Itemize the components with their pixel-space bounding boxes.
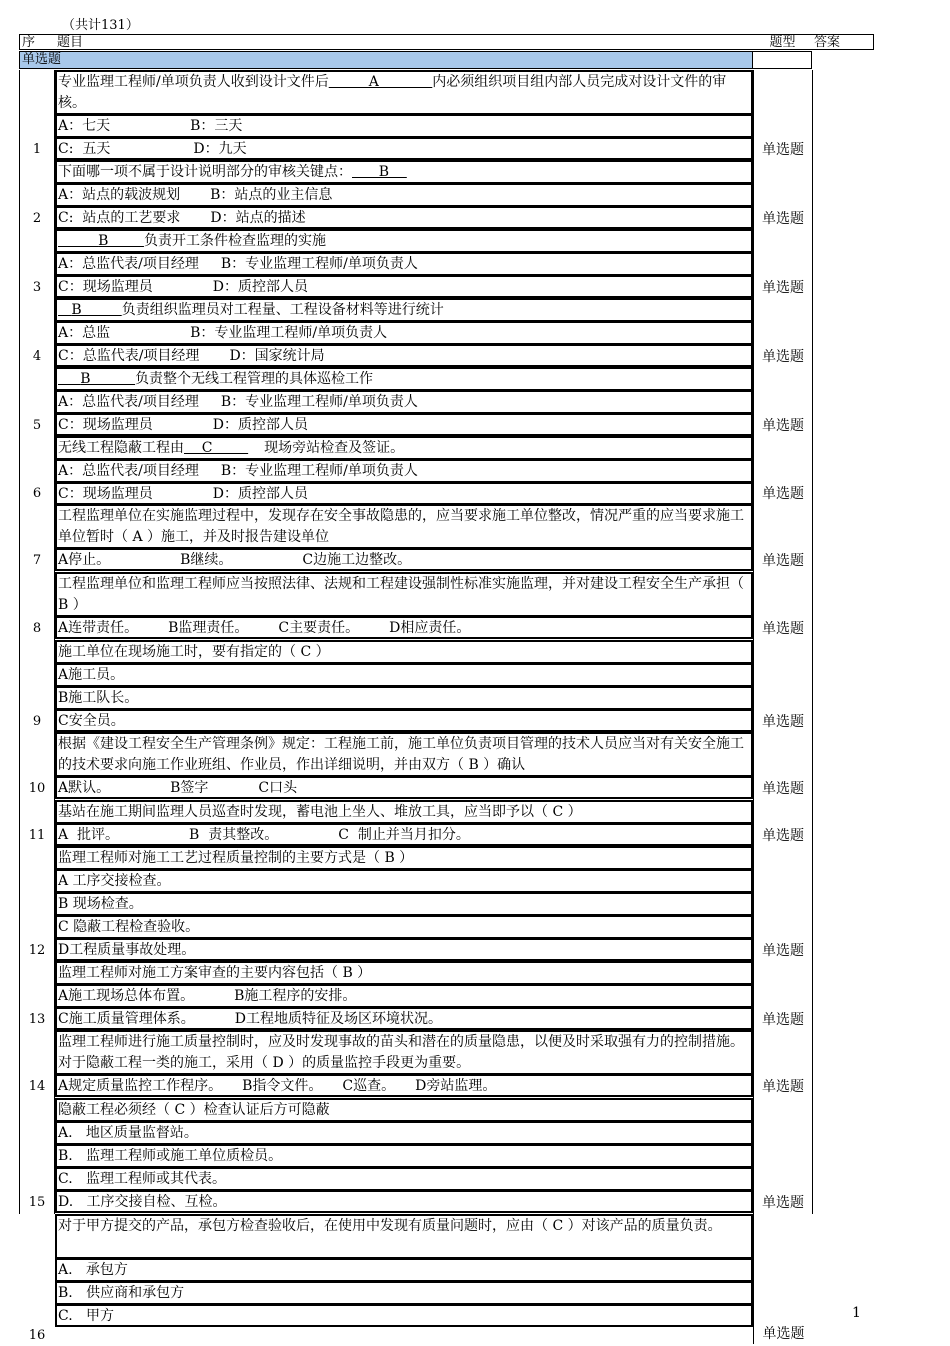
text-segment: B：站点的业主信息 <box>210 187 333 203</box>
col-header-type: 题型 <box>753 34 813 50</box>
question-stem <box>55 160 753 184</box>
text-segment: 下面哪一项不属于设计说明部分的审核关键点： <box>58 164 352 180</box>
question-type: 单选题 <box>753 732 813 800</box>
question-stem <box>55 367 753 391</box>
answer-blank: B <box>58 302 122 318</box>
text-segment: B：专业监理工程师/单项负责人 <box>220 463 418 479</box>
text-segment: A施工现场总体布置。 <box>58 988 195 1004</box>
question-option <box>55 1167 753 1191</box>
text-segment: 工程监理单位在实施监理过程中，发现存在安全事故隐患的，应当要求施工单位整改，情况严重的应当要求施工单位暂时（ A ）施工，并及时报告建设单位 <box>58 508 744 545</box>
section-single-choice: 单选题 <box>19 51 753 69</box>
text-segment: A施工员。 <box>58 667 125 683</box>
text-segment: 现场旁站检查及签证。 <box>264 440 405 456</box>
question-option <box>55 344 753 367</box>
total-count: （共计131） <box>62 18 139 33</box>
question-type: 单选题 <box>753 1098 813 1214</box>
answer-blank: B <box>58 233 144 249</box>
question-stem <box>55 436 753 460</box>
question-number: 15 <box>19 1098 55 1214</box>
text-segment: A. 承包方 <box>58 1262 128 1278</box>
text-segment: A：总监代表/项目经理 <box>58 256 199 272</box>
question-stem <box>55 1214 753 1259</box>
question-stem <box>55 961 753 985</box>
text-segment: 对于甲方提交的产品，承包方检查验收后，在使用中发现有质量问题时，应由（ C ）对该产品的质量负责。 <box>58 1218 722 1234</box>
question-option <box>55 663 753 687</box>
question-option <box>55 869 753 893</box>
question-number: 1 <box>19 70 55 160</box>
question-option <box>55 321 753 345</box>
text-segment: 基站在施工期间监理人员巡查时发现，蓄电池上坐人、堆放工具，应当即予以（ C ） <box>58 804 582 820</box>
question-type: 单选题 <box>753 229 813 298</box>
question-number: 3 <box>19 229 55 298</box>
text-segment: 根据《建设工程安全生产管理条例》规定：工程施工前，施工单位负责项目管理的技术人员应当对有关安全施工的技术要求向施工作业班组、作业员，作出详细说明，并由双方（ B ）确认 <box>58 736 744 773</box>
question-number: 16 <box>28 1328 46 1343</box>
text-segment: C口头 <box>258 780 298 796</box>
question-option <box>55 709 753 732</box>
question-option <box>55 390 753 414</box>
question-number: 5 <box>19 367 55 436</box>
text-segment: B 现场检查。 <box>58 896 143 912</box>
text-segment: 监理工程师对施工工艺过程质量控制的主要方式是（ B ） <box>58 850 414 866</box>
question-option <box>55 1281 753 1305</box>
question-option <box>55 1144 753 1168</box>
question-type: 单选题 <box>753 436 813 504</box>
text-segment: B继续。 <box>180 552 233 568</box>
text-segment: B施工程序的安排。 <box>234 988 357 1004</box>
question-option <box>55 548 753 571</box>
question-type: 单选题 <box>753 367 813 436</box>
text-segment: C 隐蔽工程检查验收。 <box>58 919 200 935</box>
question-option <box>55 823 753 846</box>
question-number: 12 <box>19 846 55 961</box>
text-segment: C边施工边整改。 <box>302 552 412 568</box>
question-option <box>55 915 753 939</box>
question-option <box>55 206 753 229</box>
question-option <box>55 1007 753 1030</box>
page-number: 1 <box>852 1305 861 1321</box>
question-number: 11 <box>19 800 55 846</box>
question-type: 单选题 <box>753 1214 813 1344</box>
text-segment: A 工序交接检查。 <box>58 873 171 889</box>
text-segment: A：总监代表/项目经理 <box>58 463 199 479</box>
question-type: 单选题 <box>753 160 813 229</box>
text-segment: B 责其整改。 <box>189 827 279 843</box>
text-segment: A默认。 <box>58 780 111 796</box>
question-stem <box>55 640 753 664</box>
question-option <box>55 459 753 483</box>
answer-blank: A <box>328 74 433 90</box>
text-segment: C. 监理工程师或其代表。 <box>58 1171 227 1187</box>
text-segment: A：站点的载波规划 <box>58 187 181 203</box>
question-option <box>55 275 753 298</box>
text-segment: A 批评。 <box>58 827 120 843</box>
text-segment: 监理工程师对施工方案审查的主要内容包括（ B ） <box>58 965 372 981</box>
question-stem <box>55 572 753 617</box>
answer-blank: C <box>184 440 249 456</box>
question-number: 13 <box>19 961 55 1030</box>
question-type: 单选题 <box>753 572 813 640</box>
answer-blank: B <box>352 164 407 180</box>
question-number: 4 <box>19 298 55 367</box>
text-segment: C主要责任。 <box>278 620 360 636</box>
text-segment: 施工单位在现场施工时，要有指定的（ C ） <box>58 644 330 660</box>
question-option <box>55 1121 753 1145</box>
question-stem <box>55 1098 753 1122</box>
col-header-no: 序 <box>19 34 56 50</box>
question-option <box>55 984 753 1008</box>
text-segment: A：总监代表/项目经理 <box>58 394 199 410</box>
text-segment: D. 工序交接自检、互检。 <box>58 1194 227 1210</box>
text-segment: A规定质量监控工作程序。 <box>58 1078 223 1094</box>
text-segment: C安全员。 <box>58 713 125 729</box>
text-segment: D：站点的描述 <box>210 210 306 226</box>
question-option <box>55 1074 753 1097</box>
question-option <box>55 114 753 138</box>
text-segment: D工程地质特征及场区环境状况。 <box>234 1011 442 1027</box>
question-option <box>55 938 753 961</box>
text-segment: C：总监代表/项目经理 <box>58 348 200 364</box>
question-option <box>55 1190 753 1213</box>
text-segment: A：总监 <box>58 325 111 341</box>
text-segment: B. 供应商和承包方 <box>58 1285 185 1301</box>
question-option <box>55 482 753 505</box>
text-segment: C: 站点的工艺要求 <box>58 210 181 226</box>
question-type: 单选题 <box>753 846 813 961</box>
question-option <box>55 686 753 710</box>
question-type: 单选题 <box>753 800 813 846</box>
question-option <box>55 616 753 639</box>
question-stem <box>55 298 753 322</box>
text-segment: 专业监理工程师/单项负责人收到设计文件后 <box>58 74 329 90</box>
question-type: 单选题 <box>753 70 813 160</box>
question-stem <box>55 70 753 115</box>
text-segment: 工程监理单位和监理工程师应当按照法律、法规和工程建设强制性标准实施监理，并对建设工程安全生产承担（ B ） <box>58 576 749 613</box>
text-segment: A连带责任。 <box>58 620 139 636</box>
col-header-answer: 答案 <box>812 34 874 50</box>
text-segment: B签字 <box>170 780 209 796</box>
text-segment: B. 监理工程师或施工单位质检员。 <box>58 1148 283 1164</box>
question-type: 单选题 <box>753 298 813 367</box>
text-segment: C施工质量管理体系。 <box>58 1011 195 1027</box>
text-segment: C：现场监理员 <box>58 279 153 295</box>
text-segment: B：三天 <box>190 118 243 134</box>
question-number: 2 <box>19 160 55 229</box>
text-segment: D：质控部人员 <box>212 279 308 295</box>
question-number: 14 <box>19 1030 55 1098</box>
question-type: 单选题 <box>753 640 813 732</box>
text-segment: C：现场监理员 <box>58 486 153 502</box>
question-stem <box>55 846 753 870</box>
text-segment: 负责组织监理员对工程量、工程设备材料等进行统计 <box>121 302 444 318</box>
text-segment: C 制止并当月扣分。 <box>338 827 470 843</box>
text-segment: A：七天 <box>58 118 111 134</box>
question-option <box>55 413 753 436</box>
question-stem <box>55 1030 753 1075</box>
text-segment: C: 五天 <box>58 141 111 157</box>
text-segment: B施工队长。 <box>58 690 139 706</box>
question-option <box>55 892 753 916</box>
question-type: 单选题 <box>753 961 813 1030</box>
text-segment: C. 甲方 <box>58 1308 115 1324</box>
text-segment: 无线工程隐蔽工程由 <box>58 440 184 456</box>
text-segment: D旁站监理。 <box>415 1078 497 1094</box>
text-segment: B：专业监理工程师/单项负责人 <box>220 394 418 410</box>
question-type: 单选题 <box>753 504 813 572</box>
question-number: 7 <box>19 504 55 572</box>
text-segment: D：质控部人员 <box>212 417 308 433</box>
text-segment: B监理责任。 <box>168 620 249 636</box>
text-segment: D：国家统计局 <box>229 348 325 364</box>
text-segment: D：九天 <box>193 141 247 157</box>
col-header-question: 题目 <box>55 34 754 50</box>
question-option <box>55 1258 753 1282</box>
text-segment: 隐蔽工程必须经（ C ）检查认证后方可隐蔽 <box>58 1102 330 1118</box>
text-segment: D：质控部人员 <box>212 486 308 502</box>
text-segment: B：专业监理工程师/单项负责人 <box>190 325 388 341</box>
question-option <box>55 776 753 799</box>
question-number: 6 <box>19 436 55 504</box>
question-stem <box>55 504 753 549</box>
question-number: 8 <box>19 572 55 640</box>
question-option <box>55 1304 753 1327</box>
text-segment: A. 地区质量监督站。 <box>58 1125 198 1141</box>
text-segment: 内必须组织项目组内部人员完成对设计文件的审核。 <box>58 74 727 111</box>
question-type: 单选题 <box>753 1030 813 1098</box>
text-segment: 负责开工条件检查监理的实施 <box>143 233 326 249</box>
text-segment: 监理工程师进行施工质量控制时，应及时发现事故的苗头和潜在的质量隐患，以便及时采取强有力的控制措施。对于隐蔽工程一类的施工，采用（ D ）的质量监控手段更为重要。 <box>58 1034 744 1071</box>
question-stem <box>55 229 753 253</box>
question-option <box>55 183 753 207</box>
section-type-cell <box>753 51 812 69</box>
question-stem <box>55 732 753 777</box>
text-segment: A停止。 <box>58 552 111 568</box>
text-segment: 负责整个无线工程管理的具体巡检工作 <box>135 371 374 387</box>
question-number: 10 <box>19 732 55 800</box>
answer-blank: B <box>58 371 136 387</box>
text-segment: C巡查。 <box>342 1078 396 1094</box>
text-segment: D工程质量事故处理。 <box>58 942 196 958</box>
question-number: 9 <box>19 640 55 732</box>
text-segment: C：现场监理员 <box>58 417 153 433</box>
text-segment: B：专业监理工程师/单项负责人 <box>220 256 418 272</box>
text-segment: D相应责任。 <box>389 620 471 636</box>
question-option <box>55 252 753 276</box>
text-segment: B指令文件。 <box>242 1078 323 1094</box>
question-stem <box>55 800 753 824</box>
question-option <box>55 137 753 160</box>
